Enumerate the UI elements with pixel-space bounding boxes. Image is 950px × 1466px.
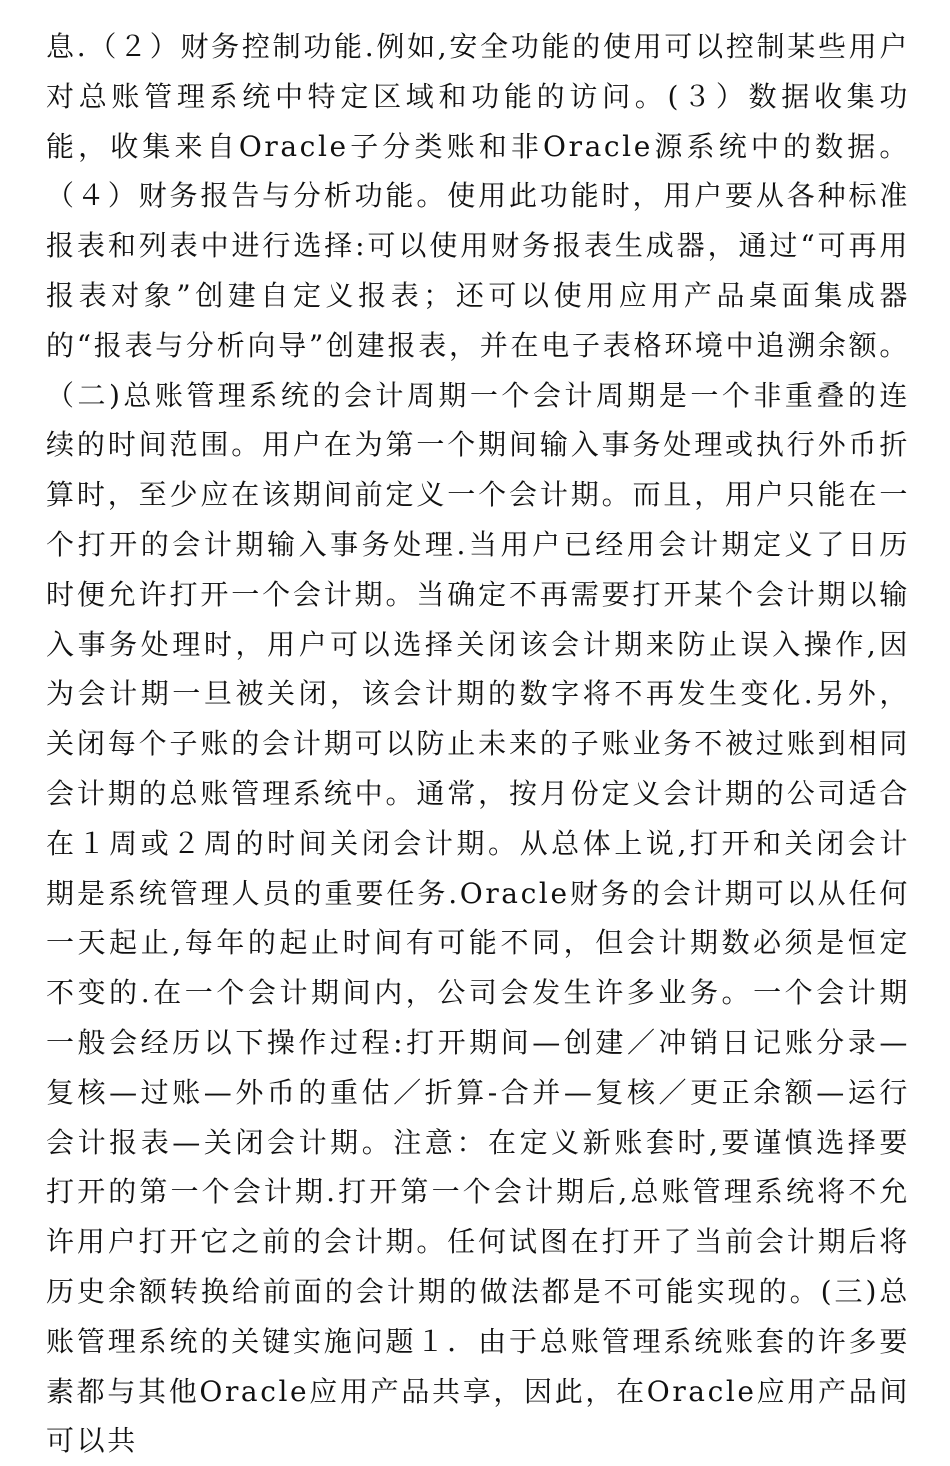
body-paragraph: 息.（２）财务控制功能.例如,安全功能的使用可以控制某些用户对总账管理系统中特定区域和功能的访问。(３）数据收集功能，收集来自Oracle子分类账和非Oracle源系统中的数据。（４）财务报告与分析功能。使用此功能时，用户要从各种标准报表和列表中进行选择:可以使用财务报表生成器，通过“可再用报表对象”创建自定义报表；还可以使用应用产品桌面集成器的“报表与分析向导”创建报表，并在电子表格环境中追溯余额。（二)总账管理系统的会计周期一个会计周期是一个非重叠的连续的时间范围。用户在为第一个期间输入事务处理或执行外币折算时，至少应在该期间前定义一个会计期。而且，用户只能在一个打开的会计期输入事务处理.当用户已经用会计期定义了日历时便允许打开一个会计期。当确定不再需要打开某个会计期以输入事务处理时，用户可以选择关闭该会计期来防止误入操作,因为会计期一旦被关闭，该会计期的数字将不再发生变化.另外，关闭每个子账的会计期可以防止未来的子账业务不被过账到相同会计期的总账管理系统中。通常，按月份定义会计期的公司适合在１周或２周的时间关闭会计期。从总体上说,打开和关闭会计期是系统管理人员的重要任务.Oracle财务的会计期可以从任何一天起止,每年的起止时间有可能不同，但会计期数必须是恒定不变的.在一个会计期间内，公司会发生许多业务。一个会计期一般会经历以下操作过程:打开期间—创建／冲销日记账分录—复核—过账—外币的重估／折算-合并—复核／更正余额—运行会计报表—关闭会计期。注意：在定义新账套时,要谨慎选择要打开的第一个会计期.打开第一个会计期后,总账管理系统将不允许用户打开它之前的会计期。任何试图在打开了当前会计期后将历史余额转换给前面的会计期的做法都是不可能实现的。(三)总账管理系统的关键实施问题１．由于总账管理系统账套的许多要素都与其他Oracle应用产品共享，因此，在Oracle应用产品间可以共: [46, 30, 910, 1458]
